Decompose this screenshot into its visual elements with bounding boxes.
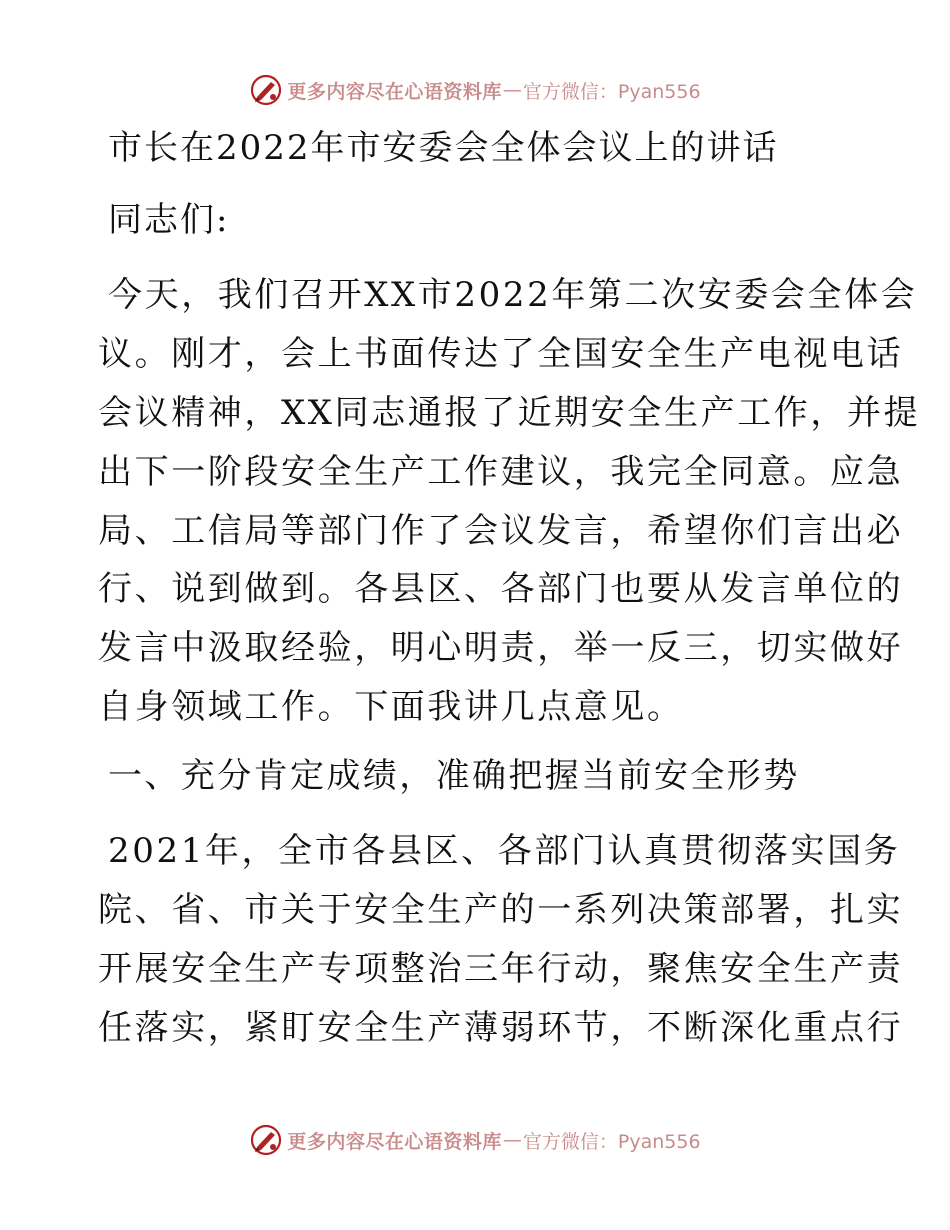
salutation: 同志们:	[108, 200, 230, 240]
text-line: 行、说到做到。各县区、各部门也要从发言单位的	[98, 569, 904, 610]
watermark-wechat-text: 官方微信：Pyan556	[522, 1130, 701, 1153]
text-line: 2021年，全市各县区、各部门认真贯彻落实国务	[108, 831, 901, 871]
watermark-main-text: 更多内容尽在心语资料库	[287, 80, 502, 103]
text-line: 今天，我们召开XX市2022年第二次安委会全体会	[108, 275, 918, 315]
pen-seal-icon	[249, 73, 283, 107]
document-title: 市长在2022年市安委会全体会议上的讲话	[108, 128, 779, 168]
watermark-dash: —	[502, 79, 522, 101]
text-line: 开展安全生产专项整治三年行动，聚焦安全生产责	[98, 948, 904, 989]
text-line: 发言中汲取经验，明心明责，举一反三，切实做好	[98, 628, 904, 669]
section-heading-1: 一、充分肯定成绩，准确把握当前安全形势	[108, 756, 800, 796]
header-watermark	[0, 70, 950, 110]
text-line: 院、省、市关于安全生产的一系列决策部署，扎实	[98, 889, 904, 930]
footer-watermark	[0, 1120, 950, 1160]
text-line: 会议精神，XX同志通报了近期安全生产工作，并提	[98, 392, 921, 433]
text-line: 议。刚才，会上书面传达了全国安全生产电视电话	[98, 333, 904, 374]
watermark-wechat-text: 官方微信：Pyan556	[522, 80, 701, 103]
watermark-dash: —	[502, 1129, 522, 1151]
text-line: 局、工信局等部门作了会议发言，希望你们言出必	[98, 510, 904, 551]
text-line: 自身领域工作。下面我讲几点意见。	[98, 687, 684, 728]
text-line: 出下一阶段安全生产工作建议，我完全同意。应急	[98, 451, 904, 492]
pen-seal-icon	[249, 1123, 283, 1157]
paragraph-intro	[98, 266, 921, 737]
watermark-main-text: 更多内容尽在心语资料库	[287, 1130, 502, 1153]
text-line: 任落实，紧盯安全生产薄弱环节，不断深化重点行	[98, 1007, 904, 1048]
paragraph-achievements	[98, 822, 904, 1058]
